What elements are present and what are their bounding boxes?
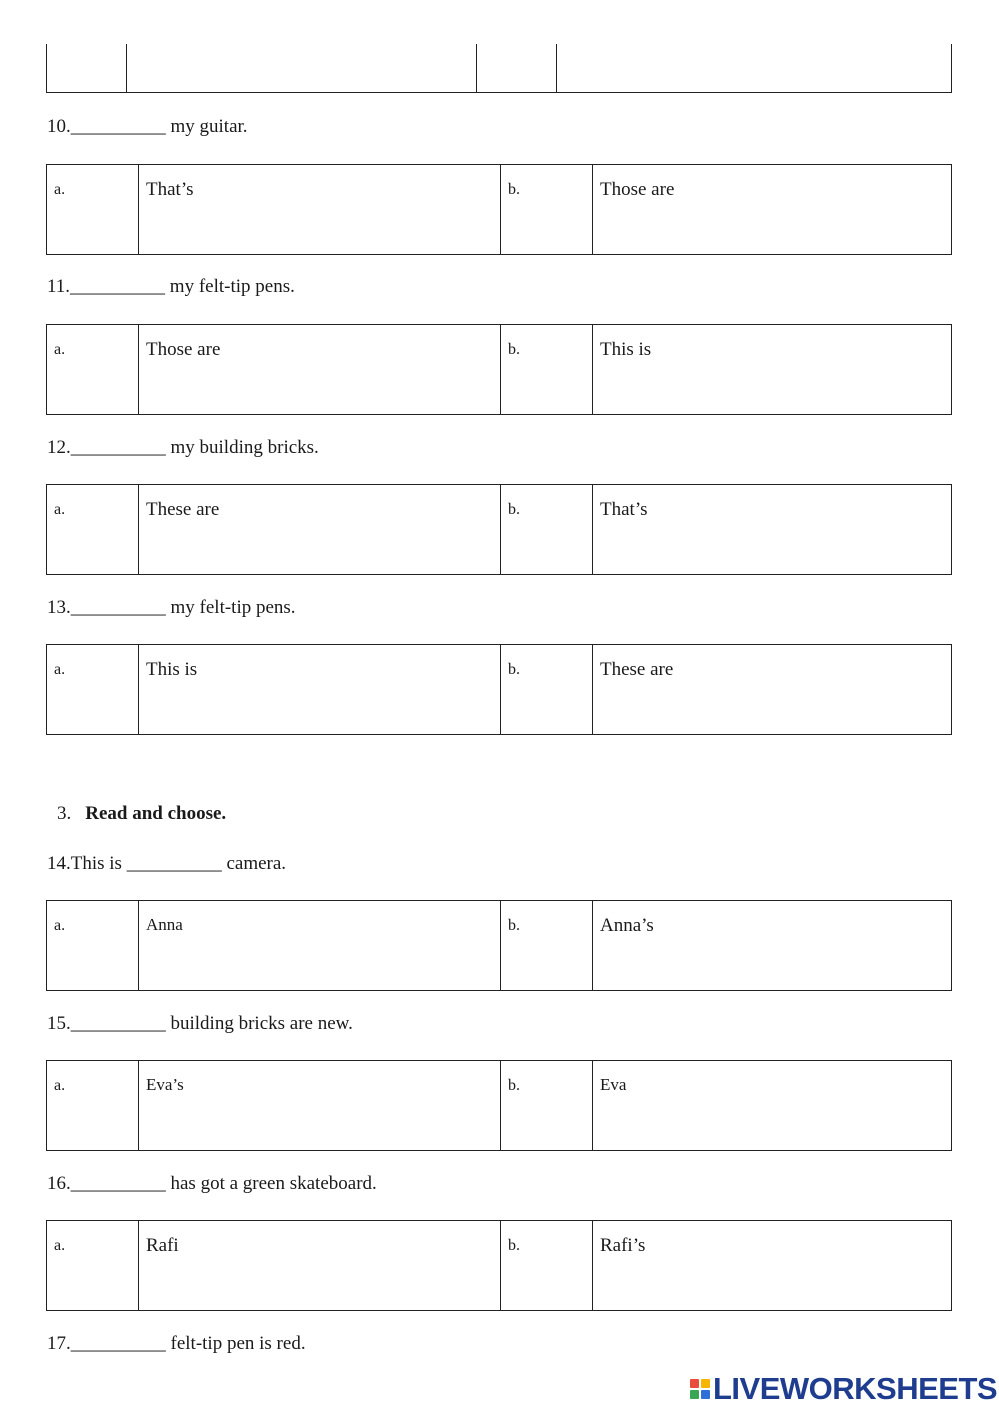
section-number: 3. xyxy=(57,803,72,824)
option-a[interactable]: These are xyxy=(139,485,501,575)
previous-cell xyxy=(477,44,557,93)
question-11 xyxy=(47,276,295,298)
question-number: 16. xyxy=(47,1173,71,1194)
logo-blocks-icon xyxy=(690,1379,710,1399)
question-text: __________ my guitar. xyxy=(70,116,248,137)
option-b-label: b. xyxy=(501,1221,593,1311)
option-b[interactable]: These are xyxy=(593,645,952,735)
option-b[interactable]: That’s xyxy=(593,485,952,575)
option-b-label: b. xyxy=(501,325,593,415)
question-number: 14. xyxy=(47,853,71,874)
option-a[interactable]: Rafi xyxy=(139,1221,501,1311)
section-heading xyxy=(57,803,226,825)
option-b[interactable]: Anna’s xyxy=(593,901,952,991)
question-text: __________ my felt-tip pens. xyxy=(70,597,296,618)
question-text: __________ building bricks are new. xyxy=(70,1013,353,1034)
option-a-label: a. xyxy=(47,645,139,735)
logo-block xyxy=(690,1390,699,1399)
question-12 xyxy=(47,437,319,459)
question-number: 10. xyxy=(47,116,71,137)
option-a-label: a. xyxy=(47,901,139,991)
option-a-label: a. xyxy=(47,165,139,255)
option-a[interactable]: Those are xyxy=(139,325,501,415)
question-text: __________ my felt-tip pens. xyxy=(70,276,295,297)
logo-block xyxy=(701,1390,710,1399)
question-number: 11. xyxy=(47,276,71,297)
question-text: __________ has got a green skateboard. xyxy=(70,1173,377,1194)
options-table-15 xyxy=(46,1060,952,1151)
question-number: 15. xyxy=(47,1013,71,1034)
option-b-label: b. xyxy=(501,165,593,255)
option-b-label: b. xyxy=(501,1061,593,1151)
question-13 xyxy=(47,597,296,619)
options-table-14 xyxy=(46,900,952,991)
logo-block xyxy=(701,1379,710,1388)
section-title: Read and choose. xyxy=(85,803,227,824)
option-b-label: b. xyxy=(501,645,593,735)
question-text: __________ my building bricks. xyxy=(70,437,319,458)
options-table-12 xyxy=(46,484,952,575)
option-b[interactable]: This is xyxy=(593,325,952,415)
option-b[interactable]: Eva xyxy=(593,1061,952,1151)
option-a-label: a. xyxy=(47,325,139,415)
question-15 xyxy=(47,1013,353,1035)
liveworksheets-logo xyxy=(690,1371,998,1406)
option-b[interactable]: Rafi’s xyxy=(593,1221,952,1311)
option-b[interactable]: Those are xyxy=(593,165,952,255)
previous-cell xyxy=(127,44,477,93)
question-text: This is __________ camera. xyxy=(70,853,287,874)
option-a-label: a. xyxy=(47,1221,139,1311)
previous-cell xyxy=(47,44,127,93)
question-number: 13. xyxy=(47,597,71,618)
options-table-13 xyxy=(46,644,952,735)
option-a[interactable]: This is xyxy=(139,645,501,735)
question-10 xyxy=(47,116,248,138)
option-a-label: a. xyxy=(47,1061,139,1151)
option-a[interactable]: Eva’s xyxy=(139,1061,501,1151)
question-number: 12. xyxy=(47,437,71,458)
previous-answer-table xyxy=(46,44,952,93)
options-table-10 xyxy=(46,164,952,255)
options-table-11 xyxy=(46,324,952,415)
question-14 xyxy=(47,853,286,875)
option-a[interactable]: Anna xyxy=(139,901,501,991)
option-b-label: b. xyxy=(501,485,593,575)
previous-cell xyxy=(557,44,952,93)
question-text: __________ felt-tip pen is red. xyxy=(70,1333,306,1354)
option-b-label: b. xyxy=(501,901,593,991)
logo-text: LIVEWORKSHEETS xyxy=(713,1371,998,1406)
logo-block xyxy=(690,1379,699,1388)
question-16 xyxy=(47,1173,377,1195)
question-17 xyxy=(47,1333,306,1355)
option-a-label: a. xyxy=(47,485,139,575)
options-table-16 xyxy=(46,1220,952,1311)
option-a[interactable]: That’s xyxy=(139,165,501,255)
question-number: 17. xyxy=(47,1333,71,1354)
